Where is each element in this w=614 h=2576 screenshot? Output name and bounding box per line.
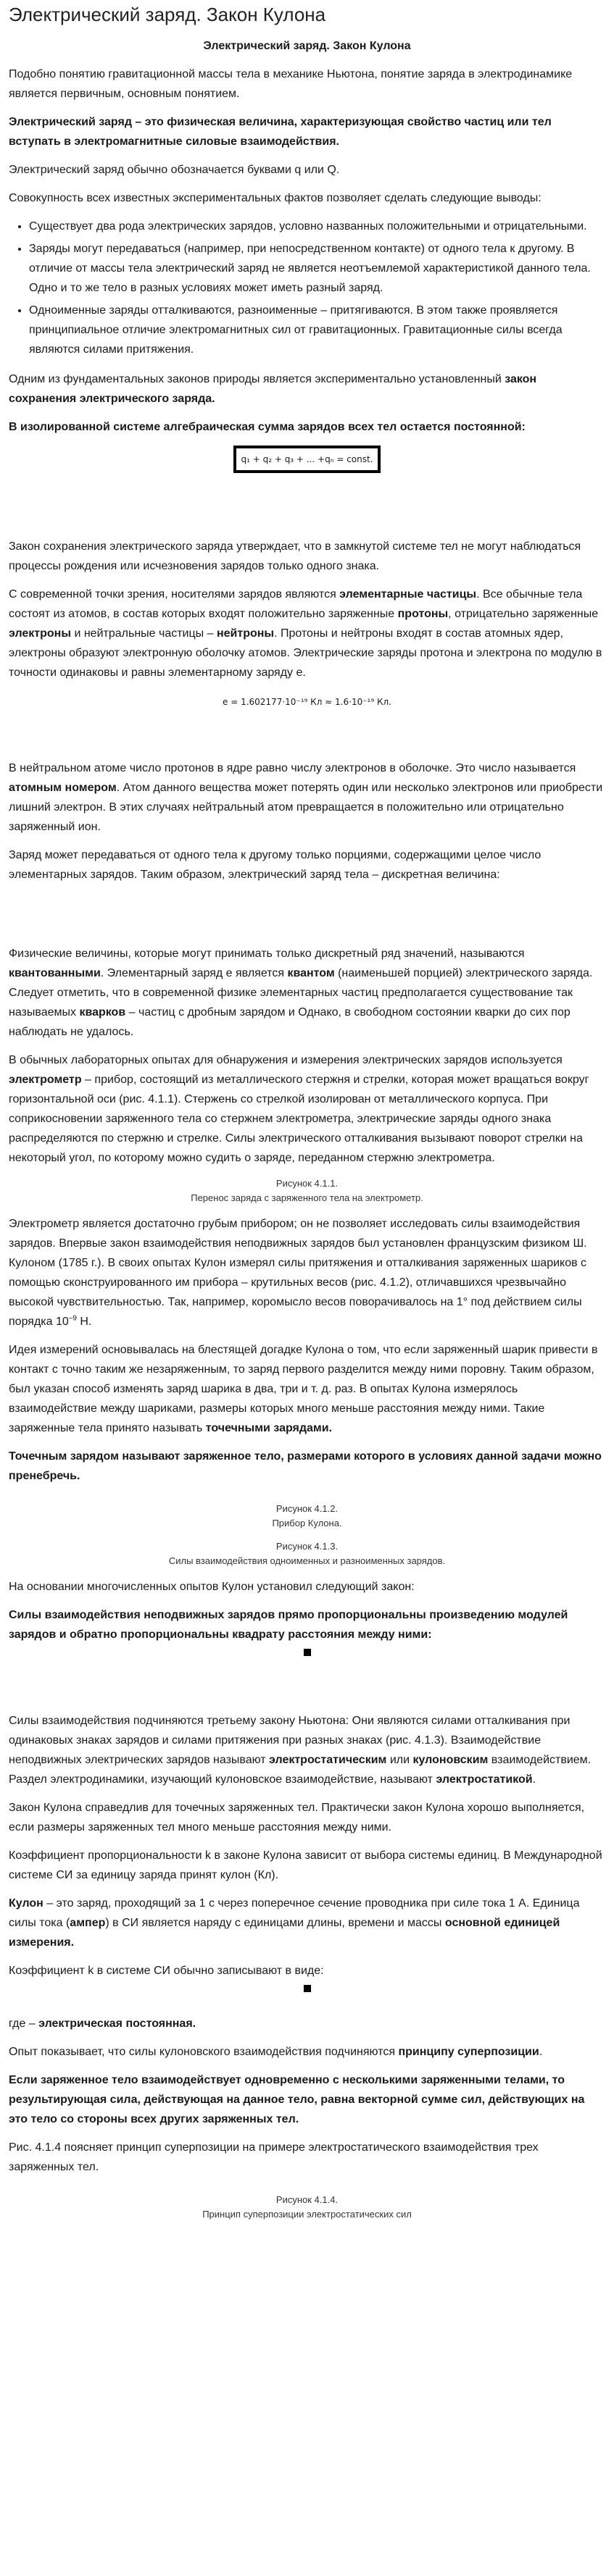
- coulomb-experiment-paragraph: Электрометр является достаточно грубым прибором; он не позволяет исследовать силы взаимодействия зарядов. Впервые закон взаимодействия неподвижных зарядов был установлен французским физиком Ш. Кулоном (1785 г.). В своих опытах Кулон измерял силы притяжения и отталкивания заряженных шариков с помощью сконструированного им прибора – крутильных весов (рис. 4.1.2), отличавшихся чрезвычайно высокой чувствительностью. Так, например, коромысло весов поворачивалось на 1° под действием силы порядка $10^{-9}$ Н.: [9, 1218, 587, 1328]
- figure-label: Рисунок 4.1.1.: [275, 1178, 339, 1189]
- blank-spacer: [9, 893, 605, 944]
- k-si-paragraph: Коэффициент k в системе СИ обычно записывают в виде:: [9, 1965, 324, 1977]
- list-item: • Одноименные заряды отталкиваются, разноименные – притягиваются. В этом также проявляется принципиальное отличие электромагнитных сил от гравитационных. Гравитационные силы всегда являются силами притяжения.: [29, 301, 605, 359]
- portions-paragraph: Заряд может передаваться от одного тела к другому только порциями, содержащими целое число элементарных зарядов. Таким образом, электрический заряд тела – дискретная величина:: [9, 849, 542, 881]
- idea-paragraph: Идея измерений основывалась на блестящей догадке Кулона о том, что если заряженный шарик привести в контакт с точно таким же незаряженным, то заряд первого разделится между ними поровну. Таким образом, был указан способ изменять заряд шарика в два, три и т. д. раз. В опытах Кулона измерялось взаимодействие между шариками, размеры которых много меньше расстояния между ними. Такие заряженные тела принято называть точечными зарядами.: [9, 1344, 598, 1434]
- charge-definition: Электрический заряд – это физическая величина, характеризующая свойство частиц или тел вступать в электромагнитные силовые взаимодействия.: [9, 116, 552, 148]
- facts-list: [9, 217, 605, 359]
- atom-paragraph: В нейтральном атоме число протонов в ядре равно числу электронов в оболочке. Это число называется атомным номером. Атом данного вещества может потерять один или несколько электронов или приобрести лишний электрон. В этих случаях нейтральный атом превращается в положительно или отрицательно заряженный ион.: [9, 762, 603, 833]
- figure-caption: Силы взаимодействия одноименных и разноименных зарядов.: [168, 1555, 446, 1566]
- blank-spacer: [9, 2186, 605, 2193]
- conservation-intro: Одним из фундаментальных законов природы является экспериментально установленный закон сохранения электрического заряда.: [9, 373, 537, 405]
- page-title: Электрический заряд. Закон Кулона: [9, 4, 326, 25]
- list-item: • Заряды могут передаваться (например, при непосредственном контакте) от одного тела к другому. В отличие от массы тела электрический заряд не является неотъемлемой характеристикой данного тела. Одно и то же тело в разных условиях может иметь разный заряд.: [29, 239, 605, 298]
- figure-caption: Принцип суперпозиции электростатических сил: [202, 2209, 412, 2220]
- intro-paragraph: Подобно понятию гравитационной массы тела в механике Ньютона, понятие заряда в электродинамике является первичным, основным понятием.: [9, 68, 573, 100]
- blank-spacer: [9, 1494, 605, 1502]
- quantization-paragraph: Физические величины, которые могут принимать только дискретный ряд значений, называются квантованными. Элементарный заряд e является квантом (наименьшей порцией) электрического заряда. Следует отметить, что в современной физике элементарных частиц предполагается существование так называемых кварков – частиц с дробным зарядом и Однако, в свободном состоянии кварки до сих пор наблюдать не удалось.: [9, 948, 593, 1038]
- carriers-paragraph: С современной точки зрения, носителями зарядов являются элементарные частицы. Все обычные тела состоят из атомов, в состав которых входят положительно заряженные протоны, отрицательно заряженные электроны и нейтральные частицы – нейтроны. Протоны и нейтроны входят в состав атомных ядер, электроны образуют электронную оболочку атомов. Электрические заряды протона и электрона по модулю в точности одинаковы и равны элементарному заряду e.: [9, 588, 602, 679]
- figure-caption: Прибор Кулона.: [272, 1518, 342, 1529]
- formula-placeholder-icon: [304, 1649, 311, 1656]
- formula-elementary-charge: e = 1.602177·10⁻¹⁹ Кл ≈ 1.6·10⁻¹⁹ Кл.: [223, 697, 391, 707]
- figure-label: Рисунок 4.1.4.: [275, 2194, 339, 2205]
- formula-sum: q₁ + q₂ + q₃ + ... +qₙ = const.: [233, 446, 380, 473]
- point-charge-definition: Точечным зарядом называют заряженное тело, размерами которого в условиях данной задачи можно пренебречь.: [9, 1450, 602, 1482]
- formula-placeholder-icon: [304, 1985, 311, 1992]
- superposition-paragraph: Опыт показывает, что силы кулоновского взаимодействия подчиняются принципу суперпозиции.: [9, 2046, 543, 2058]
- coulomb-basis-paragraph: На основании многочисленных опытов Кулон установил следующий закон:: [9, 1581, 415, 1593]
- figure4-reference: Рис. 4.1.4 поясняет принцип суперпозиции на примере электростатического взаимодействия трех заряженных тел.: [9, 2141, 539, 2173]
- figure-label: Рисунок 4.1.2.: [275, 1503, 339, 1514]
- epsilon-definition: где – электрическая постоянная.: [9, 2017, 196, 2030]
- figure-label: Рисунок 4.1.3.: [275, 1541, 339, 1552]
- notation-paragraph: Электрический заряд обычно обозначается буквами q или Q.: [9, 164, 340, 176]
- formula-sum-container: [9, 446, 605, 473]
- third-law-paragraph: Силы взаимодействия подчиняются третьему закону Ньютона: Они являются силами отталкивания при одинаковых знаках зарядов и силами притяжения при разных знаках (рис. 4.1.3). Взаимодействие неподвижных электрических зарядов называют электростатическим или кулоновским взаимодействием. Раздел электродинамики, изучающий кулоновское взаимодействие, называют электростатикой.: [9, 1715, 592, 1786]
- coulomb-unit-paragraph: Кулон – это заряд, проходящий за 1 с через поперечное сечение проводника при силе тока 1 А. Единица силы тока (ампер) в СИ является наряду с единицами длины, времени и массы основной единицей измерения.: [9, 1897, 580, 1949]
- facts-intro: Совокупность всех известных экспериментальных фактов позволяет сделать следующие выводы:: [9, 192, 542, 204]
- coulomb-law-statement: Силы взаимодействия неподвижных зарядов прямо пропорциональны произведению модулей зарядов и обратно пропорциональны квадрату расстояния между ними:: [9, 1609, 568, 1641]
- coefficient-paragraph: Коэффициент пропорциональности k в законе Кулона зависит от выбора системы единиц. В Международной системе СИ за единицу заряда принят кулон (Кл).: [9, 1849, 602, 1881]
- superposition-law: Если заряженное тело взаимодействует одновременно с несколькими заряженными телами, то результирующая сила, действующая на данное тело, равна векторной сумме сил, действующих на это тело со стороны всех других заряженных тел.: [9, 2074, 585, 2125]
- validity-paragraph: Закон Кулона справедлив для точечных заряженных тел. Практически закон Кулона хорошо выполняется, если размеры заряженных тел много меньше расстояния между ними.: [9, 1802, 585, 1833]
- definition-paragraph: [9, 112, 605, 151]
- article-heading: Электрический заряд. Закон Кулона: [203, 40, 411, 52]
- article-page: [0, 3, 614, 2222]
- blank-spacer: [9, 722, 605, 758]
- blank-spacer: [9, 482, 605, 537]
- conservation-law: В изолированной системе алгебраическая сумма зарядов всех тел остается постоянной:: [9, 421, 526, 433]
- figure-caption: Перенос заряда с заряженного тела на электрометр.: [191, 1192, 423, 1203]
- blank-spacer: [9, 1656, 605, 1711]
- list-item: • Существует два рода электрических зарядов, условно названных положительными и отрицательными.: [29, 217, 605, 236]
- electrometer-paragraph: В обычных лабораторных опытах для обнаружения и измерения электрических зарядов используется электрометр – прибор, состоящий из металлического стержня и стрелки, которая может вращаться вокруг горизонтальной оси (рис. 4.1.1). Стержень со стрелкой изолирован от металлического корпуса. При соприкосновении заряженного тела со стержнем электрометра, электрические заряды одного знака распределяются по стержню и стрелке. Силы электрического отталкивания вызывают поворот стрелки на некоторый угол, по которому можно судить о заряде, переданном стержню электрометра.: [9, 1054, 589, 1164]
- blank-spacer: [9, 1992, 605, 2014]
- conservation-explanation: Закон сохранения электрического заряда утверждает, что в замкнутой системе тел не могут наблюдаться процессы рождения или исчезновения зарядов только одного знака.: [9, 540, 581, 572]
